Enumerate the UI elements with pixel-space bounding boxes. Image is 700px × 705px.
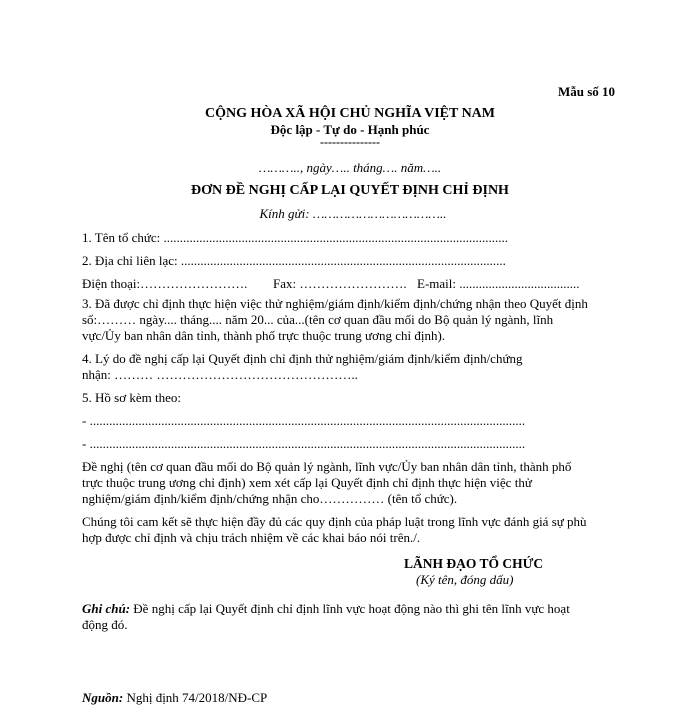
request-line3: nghiệm/giám định/kiểm định/chứng nhận cho…………… (tên tổ chức). xyxy=(82,491,458,506)
request-line1: Đề nghị (tên cơ quan đầu mối do Bộ quản lý ngành, lĩnh vực/Ủy ban nhân dân tỉnh, thành phố xyxy=(82,459,572,474)
country-name: CỘNG HÒA XÃ HỘI CHỦ NGHĨA VIỆT NAM xyxy=(204,106,495,121)
section3-line2: số:……… ngày.... tháng.... năm 20... của...(tên cơ quan đầu mối do Bộ quản lý ngành, lĩnh xyxy=(82,312,554,327)
section3-line1: 3. Đã được chỉ định thực hiện việc thử nghiệm/giám định/kiểm định/chứng nhận theo Quyết định xyxy=(82,296,588,311)
footnote-line2: động đó. xyxy=(82,617,128,632)
field-address: 2. Địa chỉ liên lạc: .................................................................................................... xyxy=(82,253,506,268)
form-number: Mẫu số 10 xyxy=(558,84,616,99)
section3-line3: vực/Ủy ban nhân dân tỉnh, thành phố trực thuộc trung ương chỉ định). xyxy=(82,328,446,343)
footnote-line1 xyxy=(82,601,570,616)
source-text: Nghị định 74/2018/NĐ-CP xyxy=(123,690,268,705)
commitment-line1: Chúng tôi cam kết sẽ thực hiện đầy đủ các quy định của pháp luật trong lĩnh vực đánh giá sự phù xyxy=(82,514,587,529)
motto-rule: --------------- xyxy=(320,135,380,149)
date-line: ……….., ngày….. tháng…. năm….. xyxy=(258,160,442,175)
signature-note: (Ký tên, đóng dấu) xyxy=(416,572,514,587)
commitment-line2: hợp được chỉ định và chịu trách nhiệm về các khai báo nói trên./. xyxy=(82,530,421,545)
request-line2: trực thuộc trung ương chỉ định) xem xét cấp lại Quyết định chỉ định thực hiện việc thử xyxy=(82,475,532,490)
field-email: E-mail: ..................................... xyxy=(417,276,580,291)
field-phone: Điện thoại:……………………. xyxy=(82,276,248,291)
source-label: Nguồn: xyxy=(82,690,124,705)
national-motto: Độc lập - Tự do - Hạnh phúc xyxy=(270,122,430,137)
field-fax: Fax: ……………………. xyxy=(273,276,407,291)
footnote-text: Đề nghị cấp lại Quyết định chỉ định lĩnh vực hoạt động nào thì ghi tên lĩnh vực hoạt xyxy=(130,601,570,616)
section4-line1: 4. Lý do đề nghị cấp lại Quyết định chỉ định thử nghiệm/giám định/kiểm định/chứng xyxy=(82,351,523,366)
addressee-line: Kính gửi: …………………………….. xyxy=(259,206,447,221)
field-org-name: 1. Tên tổ chức: .......................................................................................................... xyxy=(82,230,509,245)
document-title: ĐƠN ĐỀ NGHỊ CẤP LẠI QUYẾT ĐỊNH CHỈ ĐỊNH xyxy=(191,183,509,198)
section4-line2: nhận: ……… ……………………………………….. xyxy=(82,367,358,382)
section5-heading: 5. Hồ sơ kèm theo: xyxy=(82,390,181,405)
attachment-line: - ...................................................................................................................................... xyxy=(82,413,526,428)
footnote-label: Ghi chú: xyxy=(82,601,131,616)
attachment-line: - ...................................................................................................................................... xyxy=(82,436,526,451)
source-line xyxy=(82,690,267,705)
signature-title: LÃNH ĐẠO TỔ CHỨC xyxy=(404,556,544,571)
